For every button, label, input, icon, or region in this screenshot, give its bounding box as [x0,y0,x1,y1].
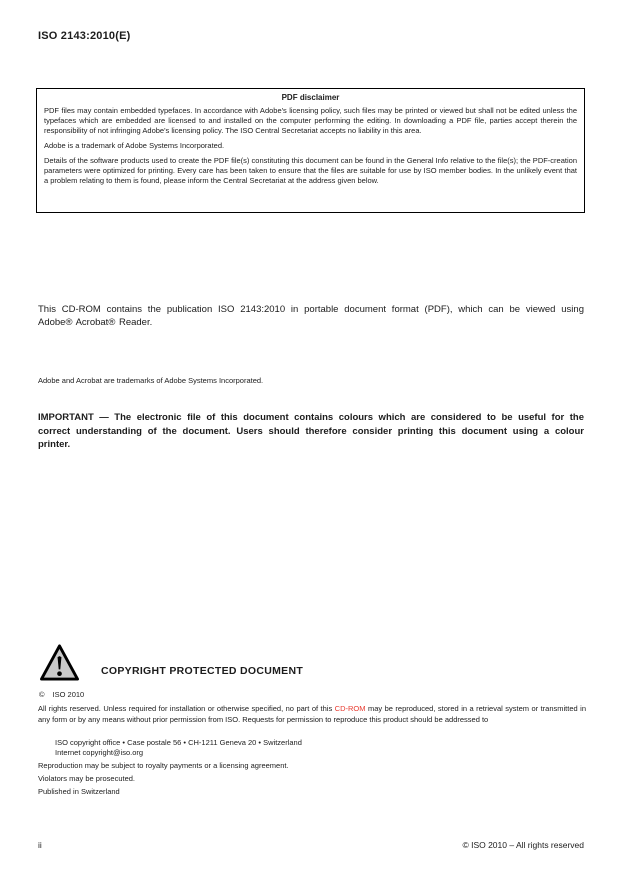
royalty-note: Reproduction may be subject to royalty payments or a licensing agreement. [38,761,289,770]
page-number: ii [38,840,42,850]
iso-address-line: ISO copyright office • Case postale 56 • CH-1211 Geneva 20 • Switzerland [55,738,302,747]
copyright-protected-heading: COPYRIGHT PROTECTED DOCUMENT [101,665,304,677]
disclaimer-title: PDF disclaimer [281,93,340,102]
rights-text-before: All rights reserved. Unless required for installation or otherwise specified, no part of this [38,704,335,713]
important-colour-note: IMPORTANT — The electronic file of this document contains colours which are considered to be useful for the correct understanding of the document. Users should therefore consider printing this document using a colour printer. [38,412,584,450]
footer-copyright-notice: © ISO 2010 – All rights reserved [462,840,584,850]
rights-text-after: may be reproduced, stored in a retrieval system or transmitted in any form or by any means without prior permission from ISO. Requests for permission to reproduce this product should be addressed to [38,704,586,724]
all-rights-reserved-paragraph [38,703,586,725]
copyright-symbol: © [39,690,45,699]
iso-email-line: Internet copyright@iso.org [55,748,144,757]
cdrom-content-statement: This CD-ROM contains the publication ISO 2143:2010 in portable document format (PDF), which can be viewed using Adobe® Acrobat® Reader. [38,304,584,328]
disclaimer-paragraph-2: Adobe is a trademark of Adobe Systems Incorporated. [44,141,225,150]
adobe-trademark-note: Adobe and Acrobat are trademarks of Adobe Systems Incorporated. [38,376,264,385]
document-reference-header: ISO 2143:2010(E) [38,30,131,42]
copyright-heading-row [40,644,303,681]
violators-note: Violators may be prosecuted. [38,774,135,783]
disclaimer-paragraph-1: PDF files may contain embedded typefaces. In accordance with Adobe's licensing policy, such files may be printed or viewed but shall not be edited unless the typefaces which are embedded are licensed to and installed on the computer performing the editing. In downloading a PDF file, parties accept therein the responsibility of not infringing Adobe's licensing policy. The ISO Central Secretariat accepts no liability in this area. [44,106,577,135]
cdrom-highlight: CD-ROM [334,704,366,713]
disclaimer-paragraph-3: Details of the software products used to create the PDF file(s) constituting this document can be found in the General Info relative to the file(s); the PDF-creation parameters were optimized for printing. Every care has been taken to ensure that the files are suitable for use by ISO member bodies. In the unlikely event that a problem relating to them is found, please inform the Central Secretariat at the address given below. [44,156,577,185]
warning-triangle-icon [40,644,79,681]
page-footer [38,840,584,850]
published-note: Published in Switzerland [38,787,120,796]
iso-address-block [55,738,302,758]
copyright-year-line [39,690,84,699]
pdf-disclaimer-box [36,88,585,213]
copyright-year: ISO 2010 [52,690,85,699]
